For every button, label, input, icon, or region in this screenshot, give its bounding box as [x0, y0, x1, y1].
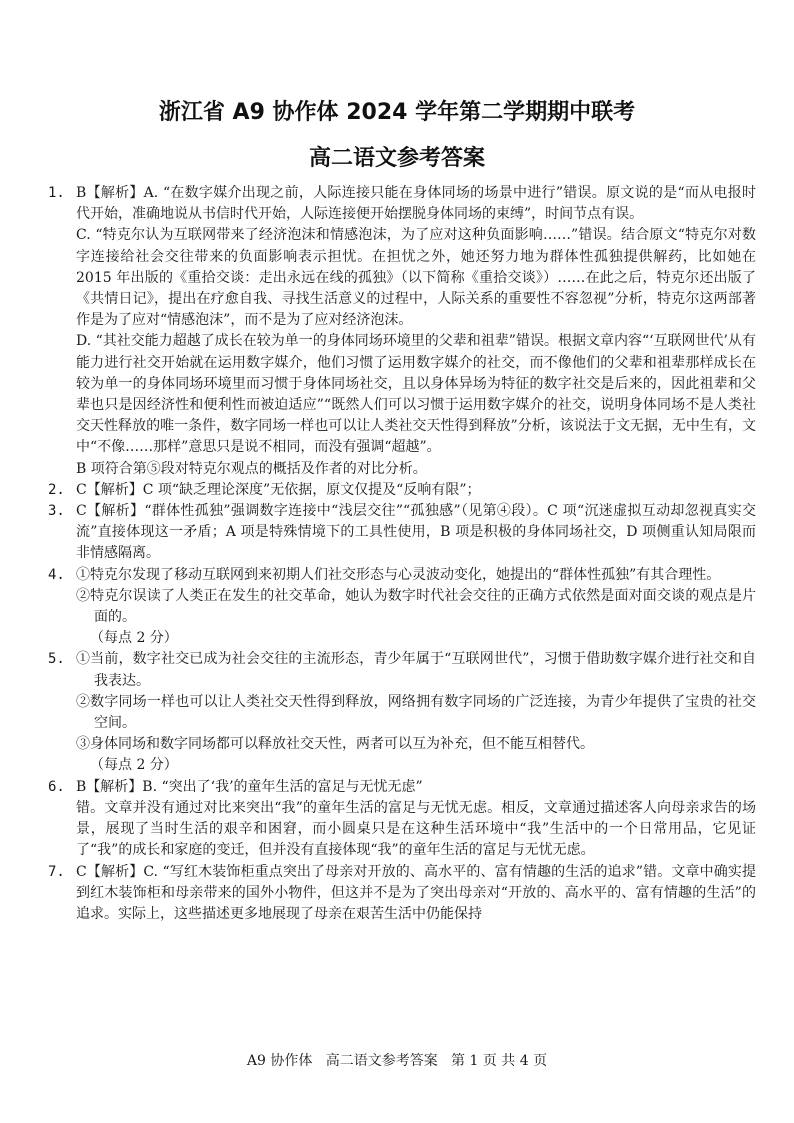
question-7: [48, 862, 756, 926]
q1-analysis-a: B【解析】A. “在数字媒介出现之前，人际连接只能在身体同场的场景中进行”错误。原文说的是“而从电报时代开始，准确地说从书信时代开始，人际连接便开始摆脱身体同场的束缚”，时间节点有误。: [76, 185, 756, 223]
q4-point-2: ②特克尔误读了人类正在发生的社交革命，她认为数字时代社会交往的正确方式依然是面对面交谈的观点是片面的。: [76, 587, 756, 626]
exam-title: 浙江省 A9 协作体 2024 学年第二学期期中联考: [158, 100, 636, 125]
q1-conclusion: B 项符合第⑤段对特克尔观点的概括及作者的对比分析。: [76, 460, 427, 477]
question-4: [48, 565, 756, 650]
question-number: 6.: [48, 778, 65, 795]
question-2: [48, 480, 756, 501]
answer-content: [48, 183, 756, 925]
q5-score-note: （每点 2 分）: [90, 757, 178, 774]
question-number: 1.: [48, 185, 65, 201]
page-footer: A9 协作体 高二语文参考答案 第 1 页 共 4 页: [246, 1053, 548, 1069]
q6-analysis-head: B【解析】B. “突出了‘我’的童年生活的富足与无忧无虑”: [76, 778, 423, 795]
question-6: [48, 777, 756, 862]
answer-key-subtitle: 高二语文参考答案: [308, 146, 485, 171]
q4-point-1: ①特克尔发现了移动互联网到来初期人们社交形态与心灵波动变化，她提出的“群体性孤独”有其合理性。: [76, 566, 721, 583]
q3-analysis: C【解析】“群体性孤独”强调数字连接中“浅层交往”“孤独感”（见第④段）。C 项“沉迷虚拟互动却忽视真实交流”直接体现这一矛盾；A 项是特殊情境下的工具性使用，B 项是积极的身体同场社交，D 项侧重认知局限而非情感隔离。: [76, 503, 756, 562]
q7-analysis: C【解析】C. “写红木装饰柜重点突出了母亲对开放的、高水平的、富有情趣的生活的追求”错。文章中确实提到红木装饰柜和母亲带来的国外小物件，但这并不是为了突出母亲对“开放的、高水平的、富有情趣的生活”的追求。实际上，这些描述更多地展现了母亲在艰苦生活中仍能保持: [76, 863, 756, 922]
q5-point-2: ②数字同场一样也可以让人类社交天性得到释放，网络拥有数字同场的广泛连接，为青少年提供了宝贵的社交空间。: [76, 693, 756, 732]
question-3: [48, 501, 756, 565]
question-number: 7.: [48, 863, 65, 880]
q6-analysis-body: 错。文章并没有通过对比来突出“我”的童年生活的富足与无忧无虑。相反，文章通过描述客人向母亲求告的场景，展现了当时生活的艰辛和困窘，而小圆桌只是在这种生活环境中“我”生活中的一个日常用品，它见证了“我”的成长和家庭的变迁，但并没有直接体现“我”的童年生活的富足与无忧无虑。: [76, 799, 756, 859]
question-number: 5.: [48, 651, 65, 668]
q1-analysis-c: C. “特克尔认为互联网带来了经济泡沫和情感泡沫，为了应对这种负面影响……”错误。结合原文“特克尔对数字连接给社会交往带来的负面影响表示担忧。在担忧之外，她还努力地为群体性孤独提供解药，比如她在 2015 年出版的《重拾交谈：走出永远在线的孤独》（以下简称《重拾交谈》）……在此之后，特克尔还出版了《共情日记》，提出在疗愈自我、寻找生活意义的过程中，人际关系的重要性不容忽视”分析，特克尔这两部著作是为了应对“情感泡沫”，而不是为了应对经济泡沫。: [76, 227, 756, 329]
q1-analysis-d: D. “其社交能力超越了成长在较为单一的身体同场环境里的父辈和祖辈”错误。根据文章内容“‘互联网世代’从有能力进行社交开始就在运用数字媒介，他们习惯了运用数字媒介的社交，而不像他们的父辈和祖辈那样成长在较为单一的身体同场环境里而习惯于身体同场社交，且以身体异场为特征的数字社交是后来的，因此祖辈和父辈也只是因经济性和便利性而被迫适应”“既然人们可以习惯于运用数字媒介的社交，说明身体同场不是人类社交天性释放的唯一条件，数字同场一样也可以让人类社交天性得到释放”分析，该说法于文无据，无中生有，文中“不像……那样”意思只是说不相同，而没有强调“超越”。: [76, 333, 756, 456]
q4-score-note: （每点 2 分）: [90, 630, 178, 647]
question-number: 3.: [48, 503, 65, 520]
question-number: 4.: [48, 566, 65, 583]
question-number: 2.: [48, 481, 65, 498]
q5-point-1: ①当前，数字社交已成为社会交往的主流形态，青少年属于“互联网世代”，习惯于借助数字媒介进行社交和自我表达。: [76, 651, 756, 689]
q5-point-3: ③身体同场和数字同场都可以释放社交天性，两者可以互为补充，但不能互相替代。: [76, 736, 594, 753]
question-5: [48, 649, 756, 776]
q2-analysis: C【解析】C 项“缺乏理论深度”无依据，原文仅提及“反响有限”；: [76, 481, 481, 498]
question-1: [48, 183, 756, 480]
